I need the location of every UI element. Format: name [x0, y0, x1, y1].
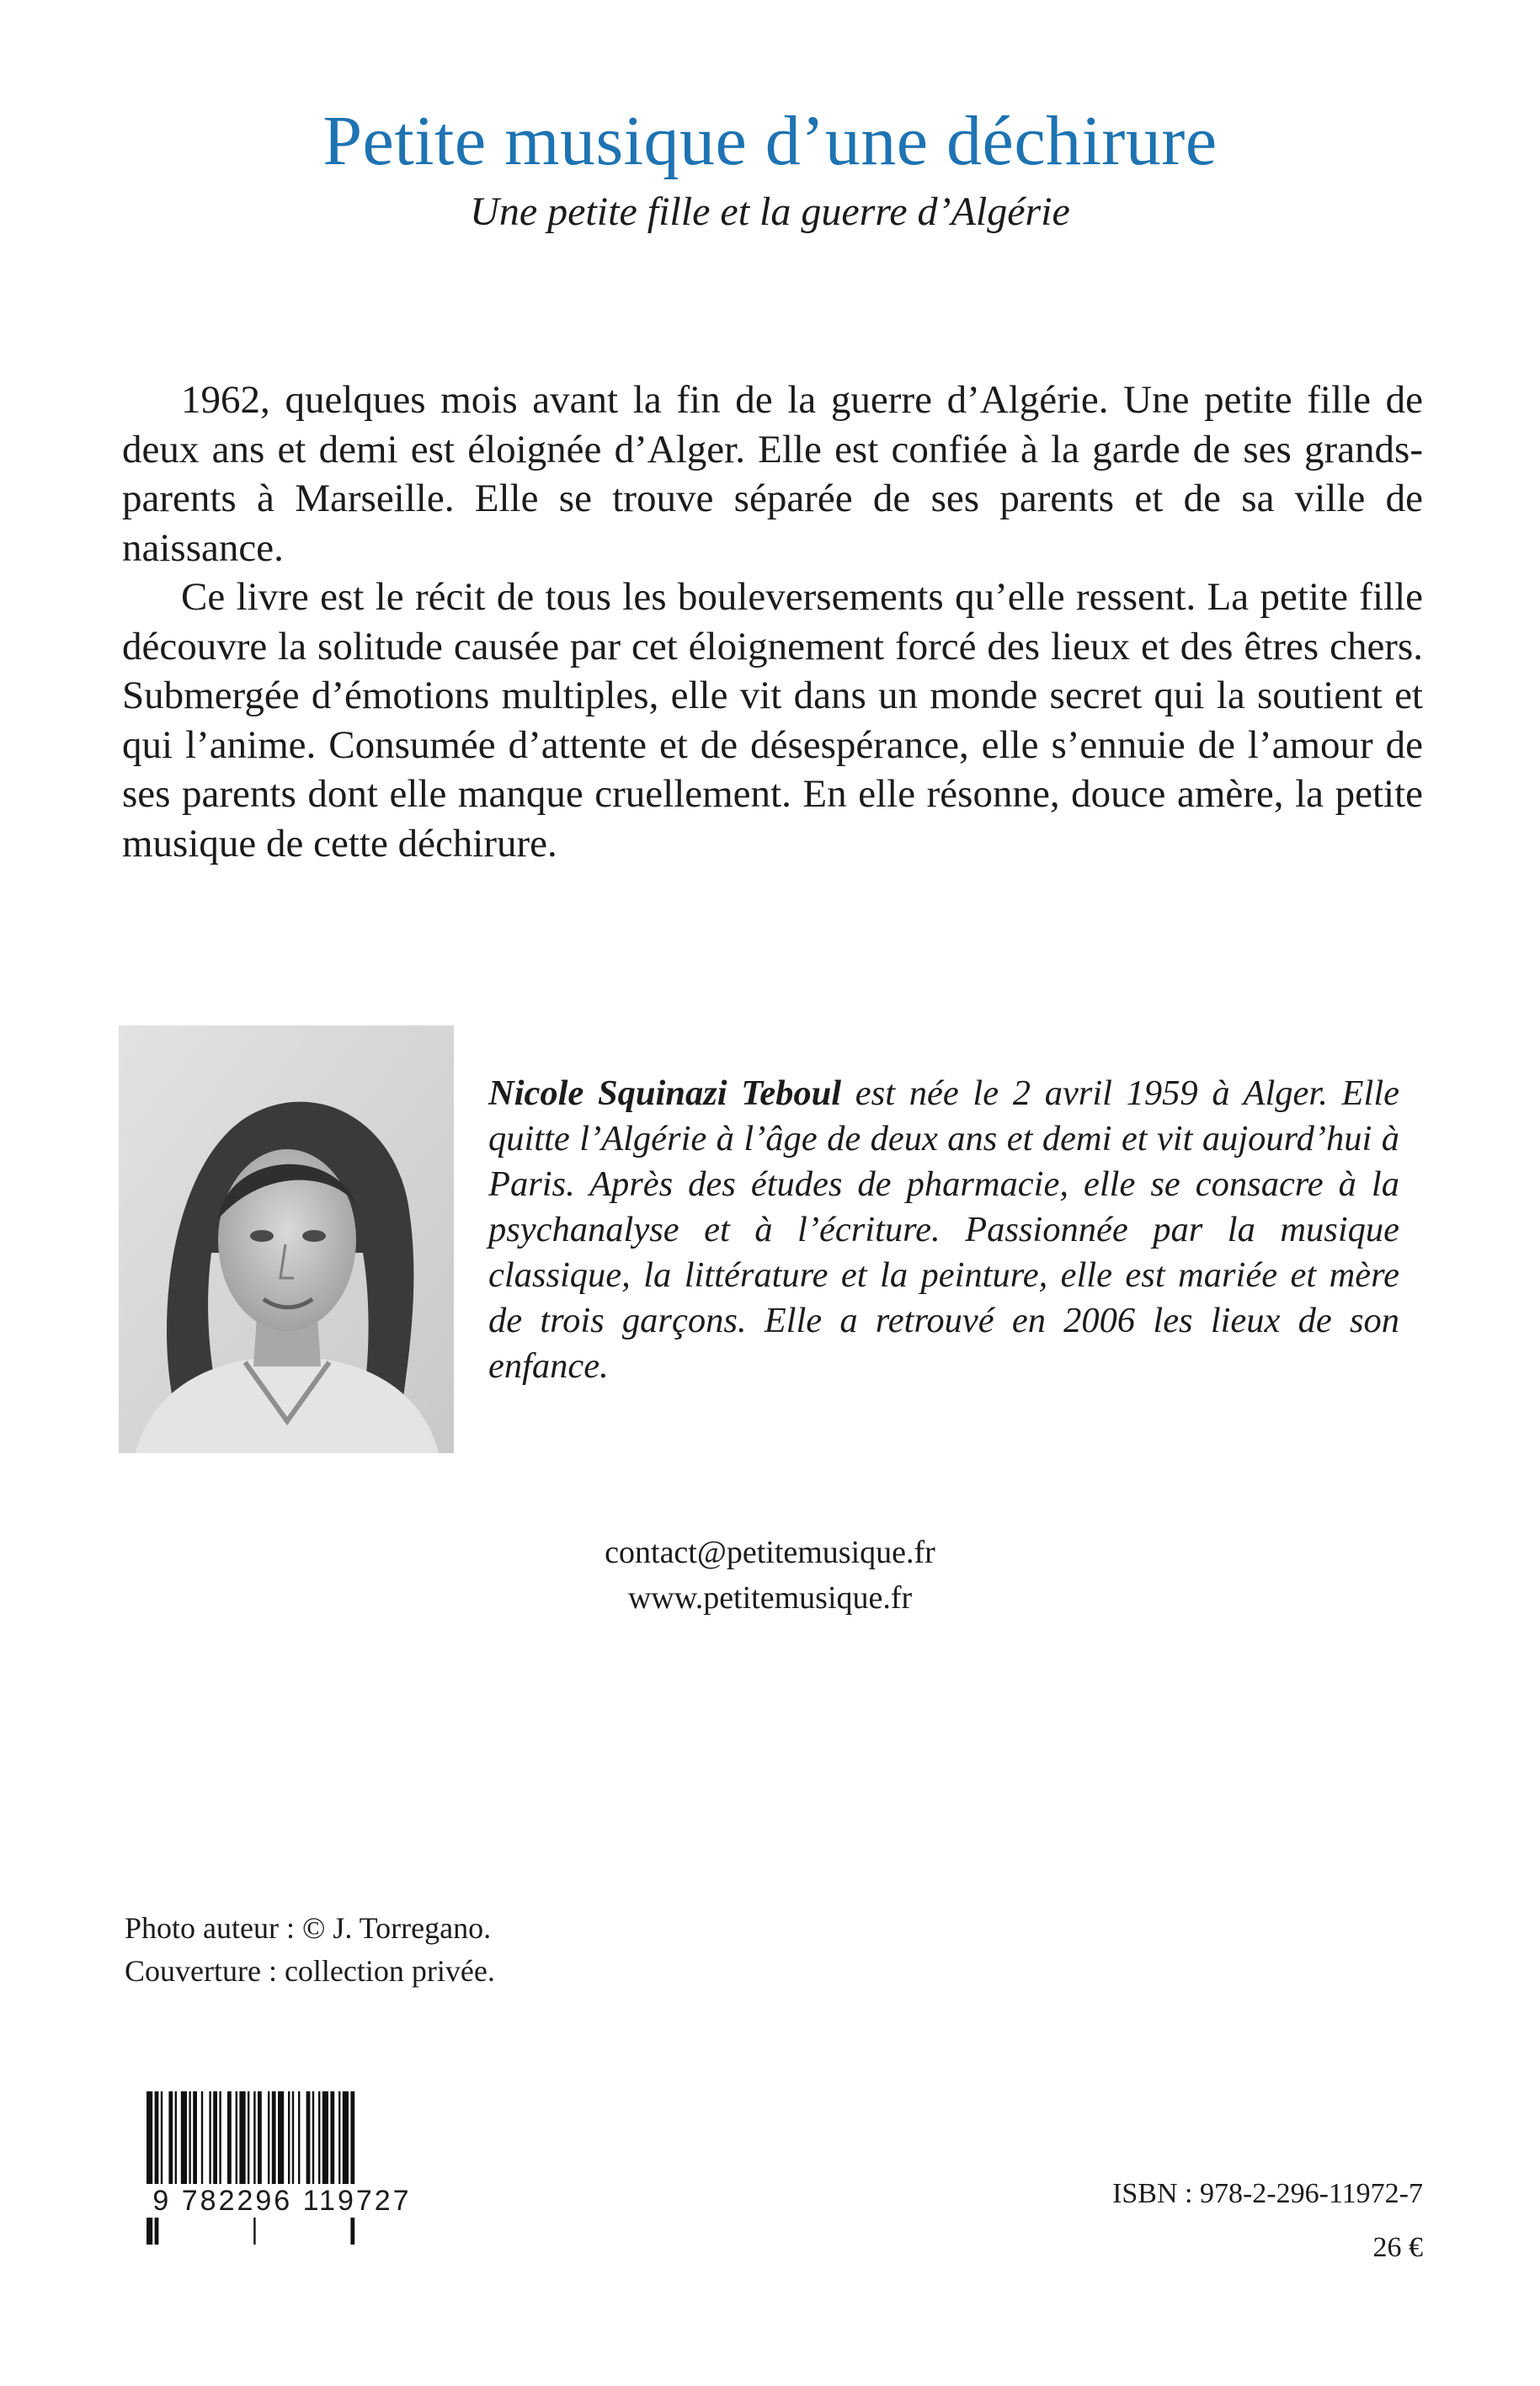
- synopsis-paragraph: Ce livre est le récit de tous les bouleversements qu’elle ressent. La petite fille découvre la solitude causée par cet éloignement forcé des lieux et des êtres chers. Submergée d’émotions multiples, elle vit dans un monde secret qui la soutient et qui l’anime. Consumée d’attente et de désespérance, elle s’ennuie de l’amour de ses parents dont elle manque cruellement. En elle résonne, douce amère, la petite musique de cette déchirure.: [122, 575, 1423, 865]
- isbn: ISBN : 978-2-296-11972-7: [1112, 2178, 1423, 2209]
- contact-website[interactable]: www.petitemusique.fr: [627, 1580, 913, 1616]
- contact-block: [0, 1530, 1540, 1621]
- photo-credit: Photo auteur : © J. Torregano.: [125, 1911, 492, 1945]
- author-bio: [488, 1071, 1399, 1389]
- author-photo: [119, 1025, 454, 1453]
- book-title: Petite musique d’une déchirure: [322, 102, 1218, 180]
- contact-email[interactable]: contact@petitemusique.fr: [605, 1535, 935, 1570]
- synopsis: [122, 375, 1423, 868]
- barcode: [145, 2091, 423, 2245]
- credits: [125, 1907, 495, 1993]
- barcode-digits: 9 782296 119727: [126, 2184, 438, 2218]
- cover-credit: Couverture : collection privée.: [125, 1954, 495, 1988]
- price: 26 €: [1372, 2232, 1423, 2263]
- author-bio-text: est née le 2 avril 1959 à Alger. Elle quitte l’Algérie à l’âge de deux ans et demi et vit aujourd’hui à Paris. Après des études de pharmacie, elle se consacre à la psychanalyse et à l’écriture. Passionnée par la musique classique, la littérature et la peinture, elle est mariée et mère de trois garçons. Elle a retrouvé en 2006 les lieux de son enfance.: [488, 1073, 1399, 1386]
- author-name: Nicole Squinazi Teboul: [488, 1073, 842, 1113]
- synopsis-paragraph: 1962, quelques mois avant la fin de la guerre d’Algérie. Une petite fille de deux ans et demi est éloignée d’Alger. Elle est confiée à la garde de ses grands-parents à Marseille. Elle se trouve séparée de ses parents et de sa ville de naissance.: [122, 378, 1423, 570]
- book-subtitle: Une petite fille et la guerre d’Algérie: [470, 189, 1070, 234]
